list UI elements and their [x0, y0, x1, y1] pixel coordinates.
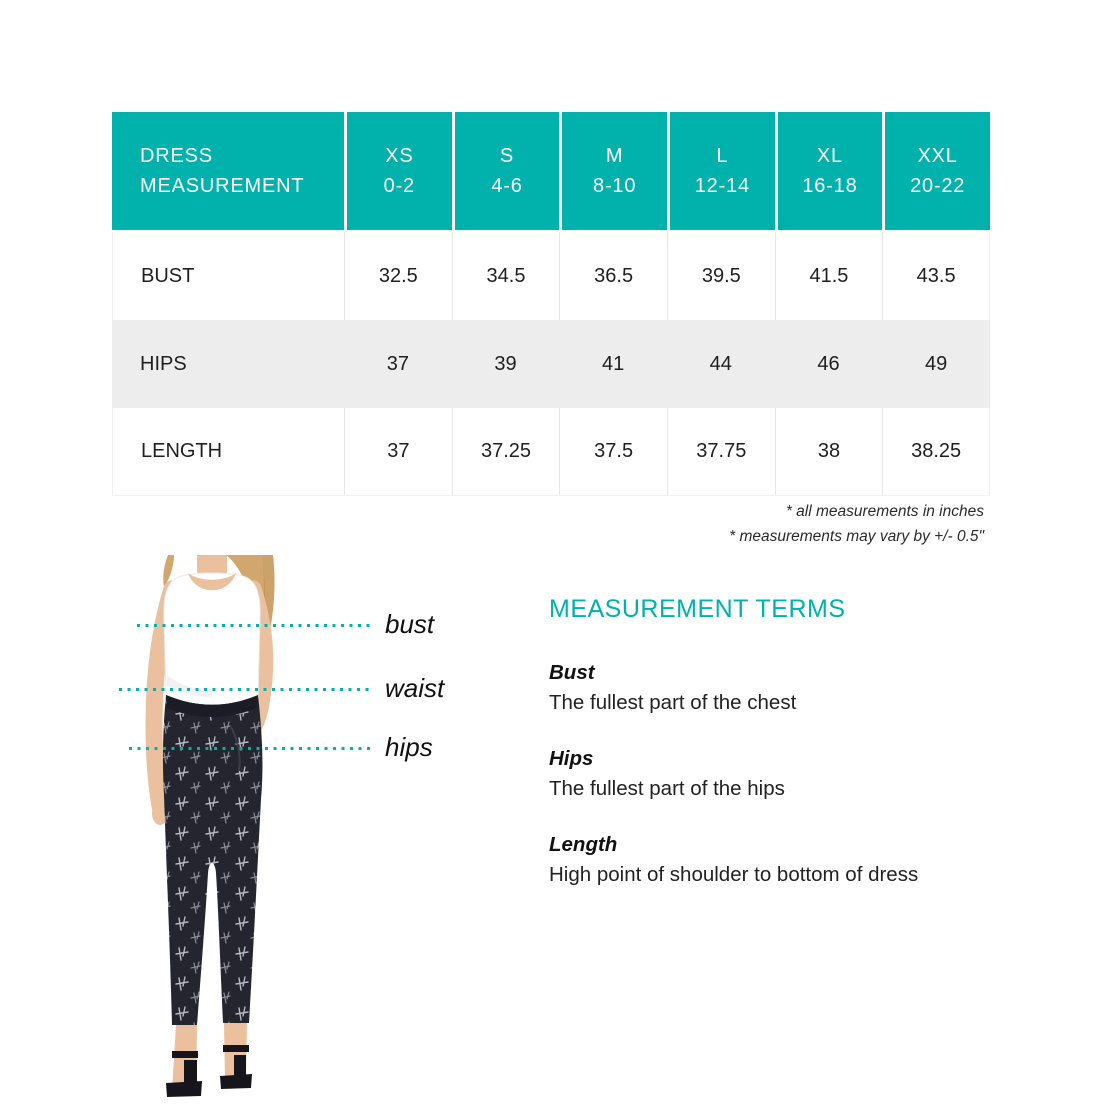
column-header-m	[559, 112, 667, 232]
table-row-hips	[112, 320, 990, 408]
table-row-length	[112, 408, 990, 496]
cell-length-m: 37.5	[559, 408, 667, 496]
model-photo	[112, 555, 312, 1100]
cell-bust-m: 36.5	[559, 232, 667, 320]
measurement-terms-heading: MEASUREMENT TERMS	[549, 595, 846, 623]
cell-hips-m: 41	[559, 320, 667, 408]
model-tank-top	[164, 573, 260, 706]
term-length	[549, 830, 1019, 890]
model-pants	[163, 695, 262, 1025]
column-size-label: XXL	[917, 145, 958, 167]
term-definition: The fullest part of the chest	[549, 691, 797, 714]
term-name: Bust	[549, 661, 595, 684]
column-header-xs	[344, 112, 452, 232]
waist-line	[119, 688, 373, 691]
row-label-bust: BUST	[112, 232, 344, 320]
column-range-label: 0-2	[383, 175, 415, 197]
footnotes	[112, 500, 984, 549]
column-size-label: M	[605, 145, 624, 167]
cell-hips-l: 44	[667, 320, 775, 408]
cell-bust-xxl: 43.5	[882, 232, 990, 320]
column-range-label: 4-6	[491, 175, 523, 197]
column-range-label: 20-22	[910, 175, 966, 197]
bust-line	[137, 624, 373, 627]
cell-bust-xl: 41.5	[775, 232, 883, 320]
term-name: Hips	[549, 747, 594, 770]
cell-length-xl: 38	[775, 408, 883, 496]
measurement-terms-section	[549, 594, 1019, 916]
cell-hips-xs: 37	[344, 320, 452, 408]
cell-length-xxl: 38.25	[882, 408, 990, 496]
table-title-cell	[112, 112, 344, 232]
cell-hips-xl: 46	[775, 320, 883, 408]
footnote-variance: * measurements may vary by +/- 0.5"	[729, 527, 984, 545]
column-size-label: XS	[385, 145, 414, 167]
column-size-label: S	[499, 145, 515, 167]
cell-bust-s: 34.5	[452, 232, 560, 320]
column-header-xxl	[882, 112, 990, 232]
bust-label: bust	[385, 609, 435, 639]
column-header-s	[452, 112, 560, 232]
table-title-line: DRESS	[140, 145, 213, 167]
column-header-xl	[775, 112, 883, 232]
term-hips	[549, 744, 1019, 804]
size-chart-table	[112, 112, 990, 496]
hips-line	[129, 747, 373, 750]
term-name: Length	[549, 833, 618, 856]
term-definition: High point of shoulder to bottom of dress	[549, 863, 919, 886]
cell-hips-xxl: 49	[882, 320, 990, 408]
waist-label: waist	[385, 673, 445, 703]
column-size-label: L	[716, 145, 729, 167]
hips-label: hips	[385, 732, 433, 762]
cell-length-l: 37.75	[667, 408, 775, 496]
cell-length-s: 37.25	[452, 408, 560, 496]
cell-bust-xs: 32.5	[344, 232, 452, 320]
cell-bust-l: 39.5	[667, 232, 775, 320]
model-illustration	[112, 555, 312, 1100]
cell-hips-s: 39	[452, 320, 560, 408]
term-bust	[549, 658, 1019, 718]
column-size-label: XL	[816, 145, 843, 167]
row-label-hips: HIPS	[112, 320, 344, 408]
table-row-bust	[112, 232, 990, 320]
size-table-header	[112, 112, 990, 232]
column-range-label: 12-14	[694, 175, 750, 197]
column-range-label: 8-10	[593, 175, 637, 197]
cell-length-xs: 37	[344, 408, 452, 496]
row-label-length: LENGTH	[112, 408, 344, 496]
size-table-body	[112, 232, 990, 496]
column-range-label: 16-18	[802, 175, 858, 197]
term-definition: The fullest part of the hips	[549, 777, 785, 800]
footnote-inches: * all measurements in inches	[785, 503, 984, 520]
column-header-l	[667, 112, 775, 232]
table-title-line: MEASUREMENT	[140, 175, 305, 197]
